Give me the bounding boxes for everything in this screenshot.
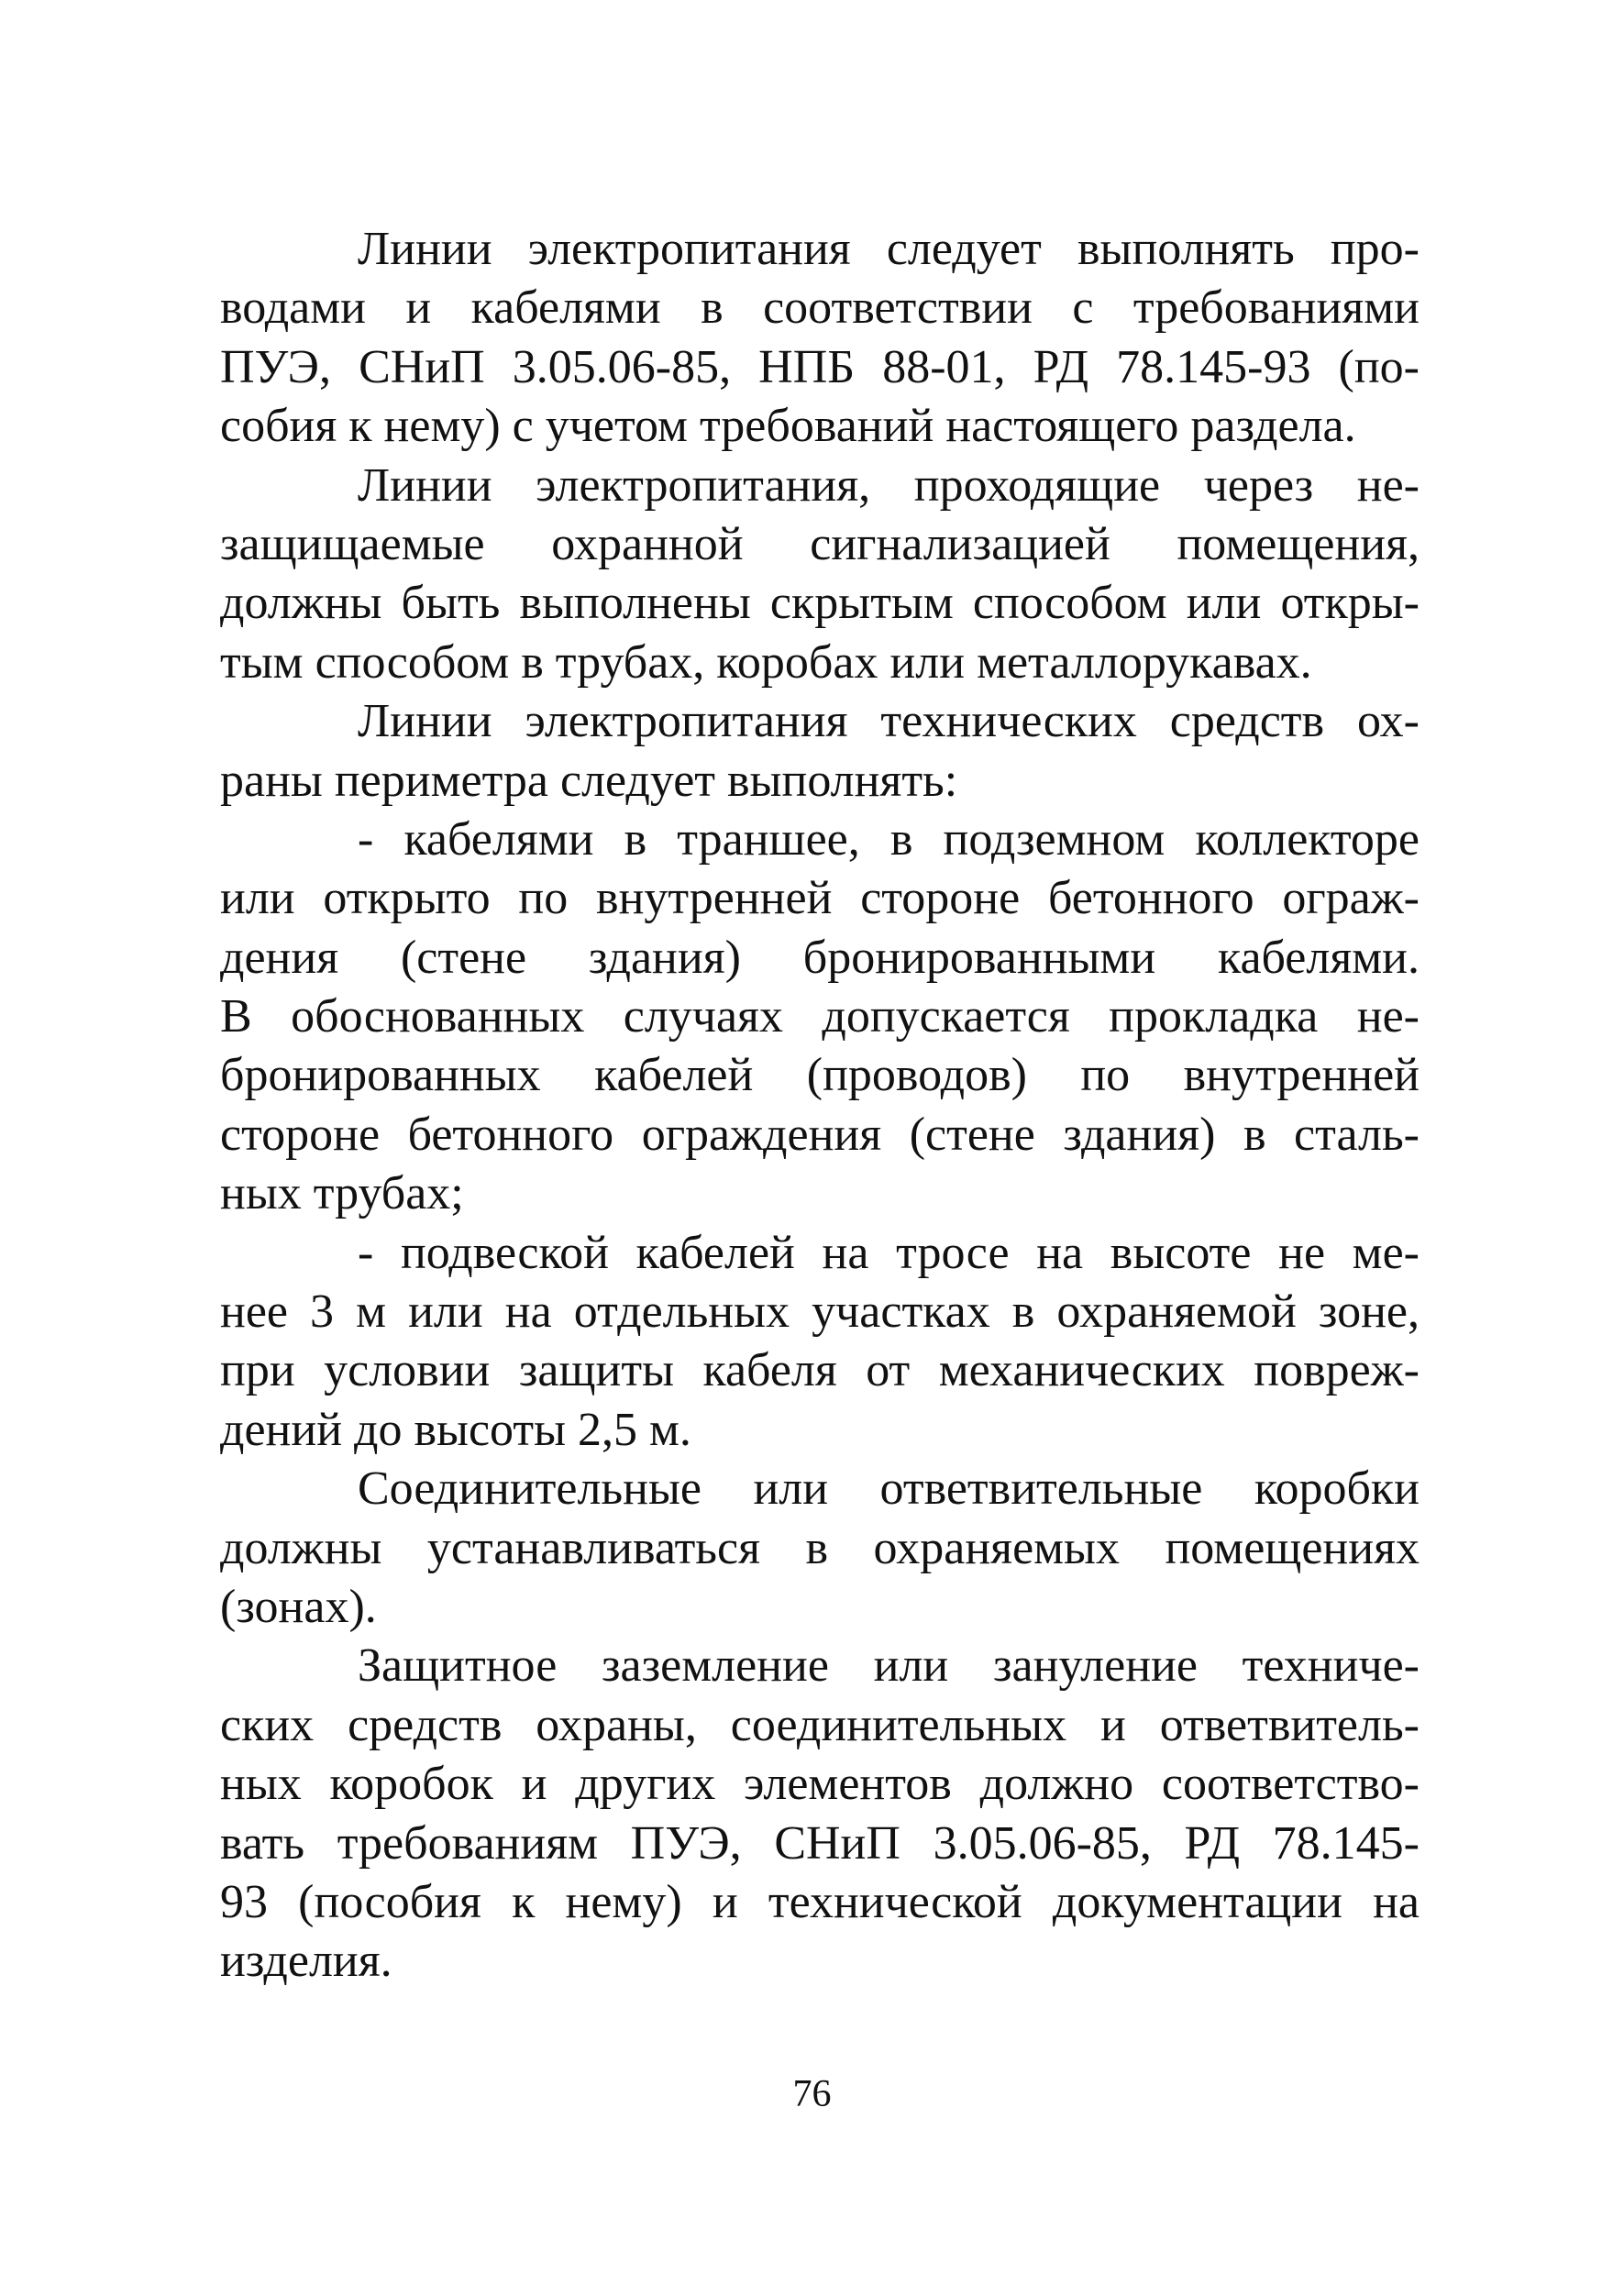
text-line: Линии электропитания технических средств ох- — [358, 695, 1420, 748]
text-line: 93 (пособия к нему) и технической документации на — [220, 1875, 1420, 1928]
text-line: ПУЭ, СНиП 3.05.06-85, НПБ 88-01, РД 78.145-93 (по- — [220, 340, 1420, 393]
text-line: В обоснованных случаях допускается прокладка не- — [220, 990, 1420, 1043]
text-line: Соединительные или ответвительные коробки — [358, 1462, 1420, 1516]
text-line: бронированных кабелей (проводов) по внутренней — [220, 1049, 1420, 1102]
body-text — [220, 220, 1420, 1992]
text-line: защищаемые охранной сигнализацией помещения, — [220, 517, 1420, 570]
text-line: - кабелями в траншее, в подземном коллекторе — [358, 812, 1420, 866]
text-line: дений до высоты 2,5 м. — [220, 1403, 691, 1456]
text-line: тым способом в трубах, коробах или металлорукавах. — [220, 635, 1312, 689]
text-line: собия к нему) с учетом требований настоящего раздела. — [220, 400, 1356, 453]
text-line: изделия. — [220, 1935, 392, 1988]
text-line: при условии защиты кабеля от механических повреж- — [220, 1344, 1420, 1397]
text-line: - подвеской кабелей на тросе на высоте не ме- — [358, 1226, 1420, 1279]
text-line: Линии электропитания, проходящие через не- — [358, 458, 1420, 512]
text-line: ных коробок и других элементов должно соответство- — [220, 1758, 1420, 1811]
text-line: должны быть выполнены скрытым способом или откры- — [220, 577, 1420, 630]
text-line: Линии электропитания следует выполнять про- — [358, 223, 1420, 275]
text-line: или открыто по внутренней стороне бетонного ограж- — [220, 872, 1420, 925]
text-line: раны периметра следует выполнять: — [220, 754, 958, 807]
text-line: водами и кабелями в соответствии с требованиями — [220, 281, 1420, 335]
text-line: дения (стене здания) бронированными кабелями. — [220, 931, 1420, 984]
text-line: ских средств охраны, соединительных и ответвитель- — [220, 1698, 1420, 1751]
text-line: стороне бетонного ограждения (стене здания) в сталь- — [220, 1108, 1420, 1161]
text-line: вать требованиям ПУЭ, СНиП 3.05.06-85, РД 78.145- — [220, 1816, 1420, 1870]
text-line: ных трубах; — [220, 1167, 464, 1220]
text-line: (зонах). — [220, 1580, 377, 1633]
text-line: Защитное заземление или зануление техниче- — [358, 1639, 1420, 1693]
text-line: нее 3 м или на отдельных участках в охраняемой зоне, — [220, 1285, 1420, 1339]
page-number: 76 — [792, 2073, 832, 2115]
text-line: должны устанавливаться в охраняемых помещениях — [220, 1521, 1420, 1574]
